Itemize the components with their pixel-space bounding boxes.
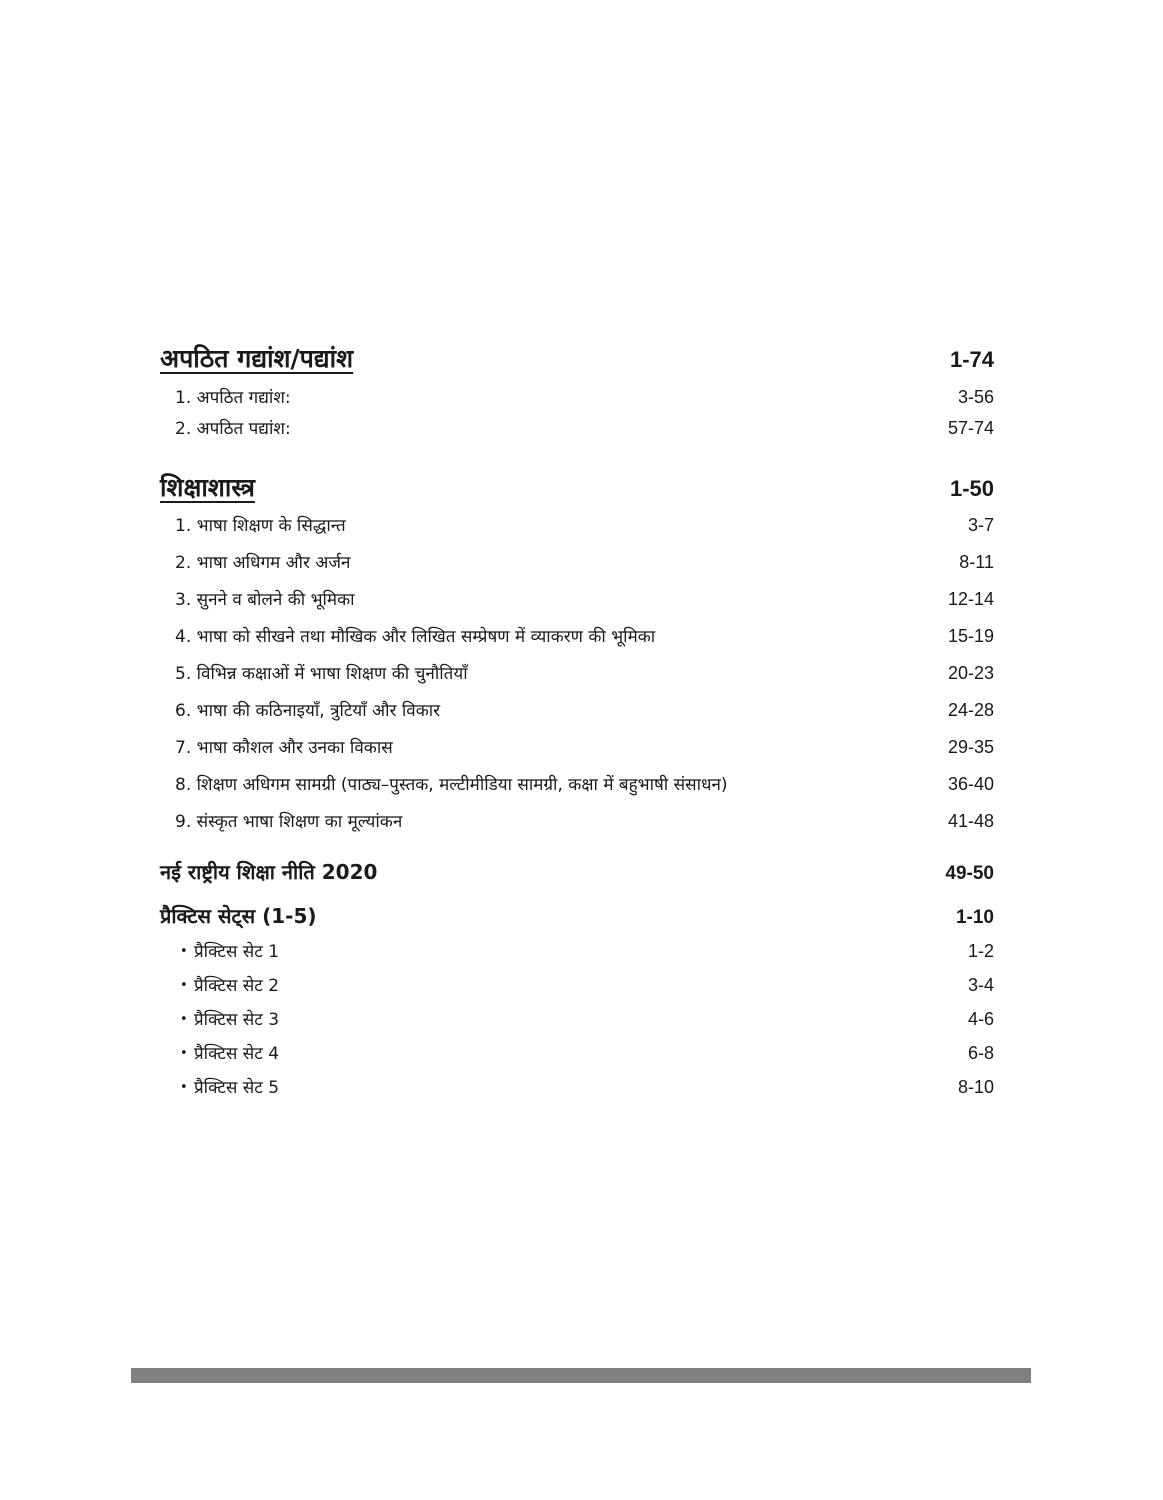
- toc-entry[interactable]: [160, 1036, 994, 1070]
- entry-pages: 12-14: [947, 589, 994, 609]
- toc-entry[interactable]: [160, 618, 994, 655]
- section-title: प्रैक्टिस सेट्स (1-5): [160, 904, 317, 928]
- entry-pages: 3-7: [967, 515, 994, 535]
- entry-label: 7. भाषा कौशल और उनका विकास: [175, 738, 393, 758]
- section-heading[interactable]: [160, 898, 994, 934]
- entry-pages: 3-56: [957, 387, 994, 407]
- toc-entry[interactable]: [160, 692, 994, 729]
- entry-label: 2. भाषा अधिगम और अर्जन: [175, 553, 351, 573]
- entry-label: प्रैक्टिस सेट 4: [194, 1044, 280, 1064]
- toc-entry[interactable]: [160, 544, 994, 581]
- bullet-icon: •: [180, 1046, 188, 1061]
- entry-pages: 6-8: [967, 1043, 994, 1063]
- toc-entry[interactable]: [160, 655, 994, 692]
- toc-entry[interactable]: [160, 934, 994, 968]
- toc-section: [160, 340, 994, 442]
- toc-section: [160, 898, 994, 1104]
- toc-entry[interactable]: [160, 415, 994, 442]
- entry-pages: 1-2: [967, 941, 994, 961]
- entry-label-wrap: [180, 969, 279, 1003]
- toc-entry[interactable]: [160, 803, 994, 840]
- entry-pages: 8-10: [957, 1077, 994, 1097]
- bullet-icon: •: [180, 944, 188, 959]
- bullet-icon: •: [180, 978, 188, 993]
- section-title: अपठित गद्यांश/पद्यांश: [160, 344, 354, 373]
- toc-entry[interactable]: [160, 968, 994, 1002]
- bullet-icon: •: [180, 1012, 188, 1027]
- toc-section: [160, 854, 994, 890]
- toc-entry[interactable]: [160, 384, 994, 411]
- toc-entry[interactable]: [160, 507, 994, 544]
- entry-label: 1. अपठित गद्यांश:: [175, 388, 291, 408]
- entry-label: प्रैक्टिस सेट 3: [194, 1010, 280, 1030]
- footer-divider-bar: [131, 1368, 1031, 1383]
- entry-label-wrap: [180, 1037, 279, 1071]
- entry-label: प्रैक्टिस सेट 1: [194, 942, 280, 962]
- entry-pages: 24-28: [947, 700, 994, 720]
- entry-label: 8. शिक्षण अधिगम सामग्री (पाठ्य–पुस्तक, मल्टीमीडिया सामग्री, कक्षा में बहुभाषी संसाधन): [175, 775, 728, 795]
- toc-entry[interactable]: [160, 729, 994, 766]
- entry-label-wrap: [180, 1071, 279, 1105]
- section-pages: 1-50: [949, 476, 994, 501]
- section-pages: 1-10: [955, 907, 994, 928]
- section-title: शिक्षाशास्त्र: [160, 473, 255, 502]
- entry-label: 5. विभिन्न कक्षाओं में भाषा शिक्षण की चुनौतियाँ: [175, 664, 468, 684]
- entry-label: प्रैक्टिस सेट 5: [194, 1078, 280, 1098]
- section-heading[interactable]: [160, 340, 994, 378]
- toc-entry[interactable]: [160, 1002, 994, 1036]
- entry-label: 6. भाषा की कठिनाइयाँ, त्रुटियाँ और विकार: [175, 701, 441, 721]
- entry-label: 1. भाषा शिक्षण के सिद्धान्त: [175, 516, 346, 536]
- toc-entry[interactable]: [160, 766, 994, 803]
- entry-pages: 41-48: [947, 811, 994, 831]
- toc-entry[interactable]: [160, 1070, 994, 1104]
- entry-label-wrap: [180, 1003, 279, 1037]
- entry-pages: 15-19: [947, 626, 994, 646]
- entry-label: 4. भाषा को सीखने तथा मौखिक और लिखित सम्प्रेषण में व्याकरण की भूमिका: [175, 627, 656, 647]
- section-heading[interactable]: [160, 469, 994, 507]
- section-pages: 1-74: [949, 347, 994, 372]
- toc-entry[interactable]: [160, 581, 994, 618]
- section-title: नई राष्ट्रीय शिक्षा नीति 2020: [160, 860, 378, 884]
- table-of-contents: [160, 340, 994, 1104]
- entry-pages: 8-11: [959, 552, 994, 572]
- entry-label: 9. संस्कृत भाषा शिक्षण का मूल्यांकन: [175, 812, 403, 832]
- entry-label: 3. सुनने व बोलने की भूमिका: [175, 590, 355, 610]
- entry-pages: 4-6: [967, 1009, 994, 1029]
- entry-pages: 57-74: [947, 418, 994, 438]
- entry-pages: 20-23: [947, 663, 994, 683]
- bullet-icon: •: [180, 1080, 188, 1095]
- entry-label: प्रैक्टिस सेट 2: [194, 976, 280, 996]
- entry-pages: 3-4: [967, 975, 994, 995]
- section-heading[interactable]: [160, 854, 994, 890]
- entry-label-wrap: [180, 935, 279, 969]
- section-pages: 49-50: [945, 863, 994, 884]
- entry-pages: 36-40: [947, 774, 994, 794]
- toc-section: [160, 469, 994, 840]
- entry-label: 2. अपठित पद्यांश:: [175, 419, 291, 439]
- entry-pages: 29-35: [947, 737, 994, 757]
